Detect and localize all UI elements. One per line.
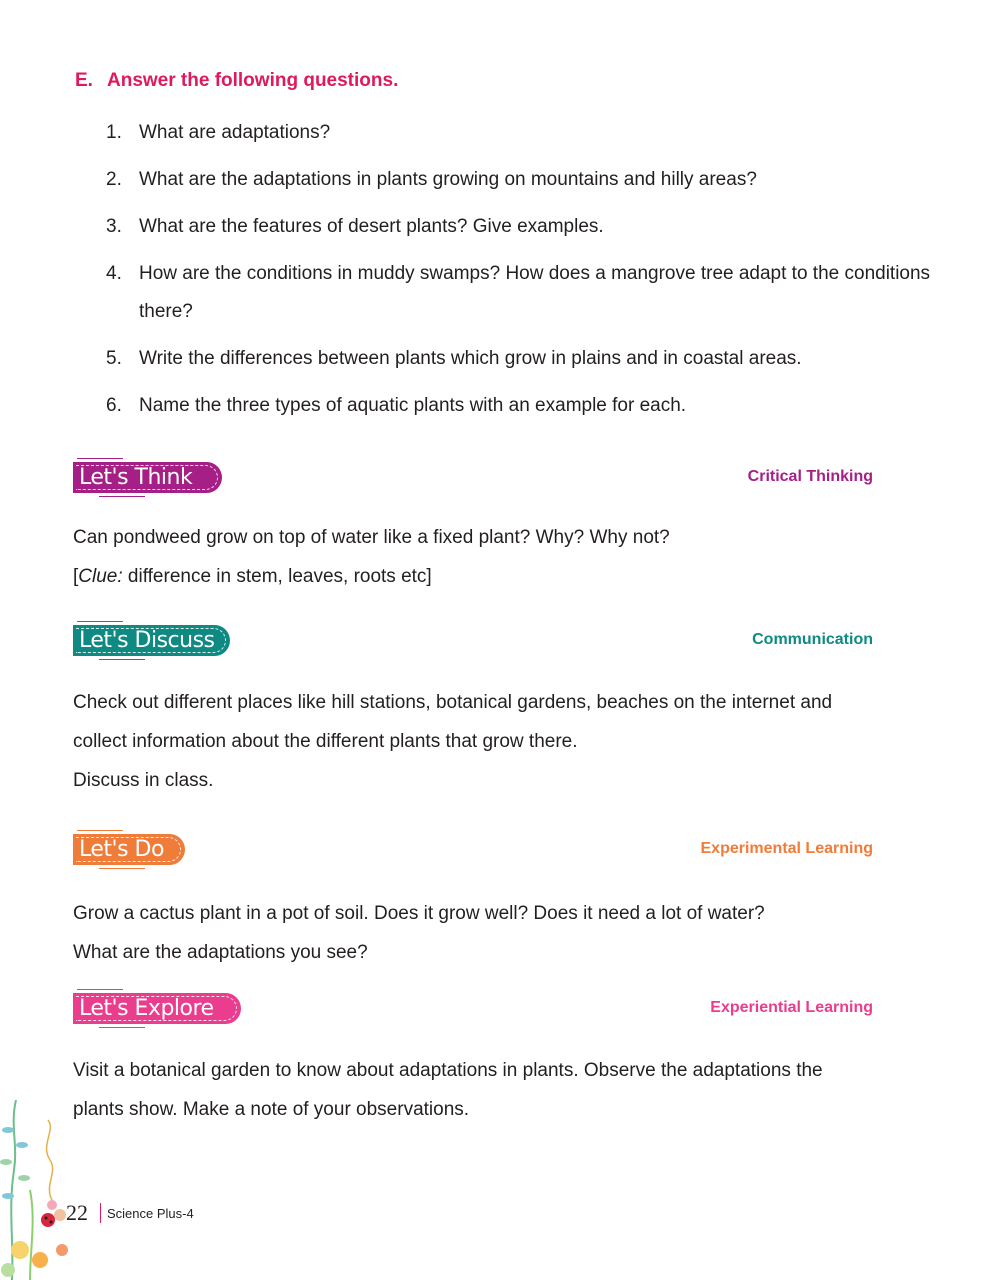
explore-line: Visit a botanical garden to know about adaptations in plants. Observe the adaptations the — [73, 1060, 823, 1081]
lets-discuss-section — [73, 625, 873, 800]
question-text: How are the conditions in muddy swamps? How does a mangrove tree adapt to the conditions there? — [139, 263, 931, 322]
footer-divider — [100, 1203, 101, 1223]
lets-think-section — [73, 462, 873, 596]
lets-discuss-text — [73, 683, 873, 800]
book-title: Science Plus-4 — [107, 1205, 194, 1221]
lets-explore-text — [73, 1051, 873, 1129]
discuss-line: collect information about the different plants that grow there. — [73, 731, 578, 752]
clue-text: difference in stem, leaves, roots etc] — [122, 566, 432, 587]
lets-explore-tag: Let's Explore — [73, 993, 241, 1024]
critical-thinking-label: Critical Thinking — [747, 468, 873, 485]
page-footer — [66, 1198, 194, 1228]
question-item — [106, 340, 936, 378]
question-number: 2. — [106, 169, 122, 190]
tag-decor-line — [99, 659, 145, 660]
question-item — [106, 387, 936, 425]
tag-decor-line — [99, 1027, 145, 1028]
question-number: 5. — [106, 348, 122, 369]
lets-do-header — [73, 834, 873, 874]
question-text: What are the adaptations in plants growing on mountains and hilly areas? — [139, 169, 757, 190]
question-number: 6. — [106, 395, 122, 416]
discuss-line: Check out different places like hill stations, botanical gardens, beaches on the internet and — [73, 692, 833, 713]
question-item — [106, 255, 936, 331]
question-number: 1. — [106, 122, 122, 143]
discuss-line: Discuss in class. — [73, 770, 214, 791]
lets-explore-header — [73, 993, 873, 1033]
tag-decor-line — [77, 830, 123, 831]
tag-decor-line — [77, 458, 123, 459]
do-line: Grow a cactus plant in a pot of soil. Does it grow well? Does it need a lot of water? — [73, 903, 765, 924]
section-letter: E. — [75, 70, 93, 91]
lets-think-tag: Let's Think — [73, 462, 222, 493]
clue-label: Clue: — [78, 566, 123, 587]
section-e-heading — [75, 70, 398, 92]
lets-do-text — [73, 894, 873, 972]
tag-decor-line — [99, 496, 145, 497]
lets-do-tag: Let's Do — [73, 834, 185, 865]
lets-do-section — [73, 834, 873, 972]
think-clue — [73, 557, 873, 596]
experiential-learning-label: Experiential Learning — [710, 999, 873, 1016]
experimental-learning-label: Experimental Learning — [700, 840, 873, 857]
lets-think-header — [73, 462, 873, 502]
page-number: 22 — [66, 1200, 88, 1225]
communication-label: Communication — [752, 631, 873, 648]
think-question: Can pondweed grow on top of water like a fixed plant? Why? Why not? — [73, 527, 670, 548]
question-item — [106, 114, 936, 152]
lets-discuss-header — [73, 625, 873, 665]
floral-decoration-icon — [0, 1100, 80, 1280]
tag-decor-line — [99, 868, 145, 869]
do-line: What are the adaptations you see? — [73, 942, 368, 963]
question-number: 4. — [106, 263, 122, 284]
question-list — [106, 114, 936, 434]
clue-bracket: [ — [73, 566, 79, 587]
lets-discuss-tag: Let's Discuss — [73, 625, 230, 656]
question-text: Name the three types of aquatic plants with an example for each. — [139, 395, 687, 416]
question-text: What are adaptations? — [139, 122, 331, 143]
question-text: Write the differences between plants which grow in plains and in coastal areas. — [139, 348, 802, 369]
lets-explore-section — [73, 993, 873, 1129]
question-item — [106, 161, 936, 199]
section-title: Answer the following questions. — [107, 70, 399, 91]
question-text: What are the features of desert plants? Give examples. — [139, 216, 604, 237]
question-item — [106, 208, 936, 246]
explore-line: plants show. Make a note of your observations. — [73, 1099, 470, 1120]
tag-decor-line — [77, 989, 123, 990]
lets-think-text — [73, 518, 873, 596]
tag-decor-line — [77, 621, 123, 622]
question-number: 3. — [106, 216, 122, 237]
